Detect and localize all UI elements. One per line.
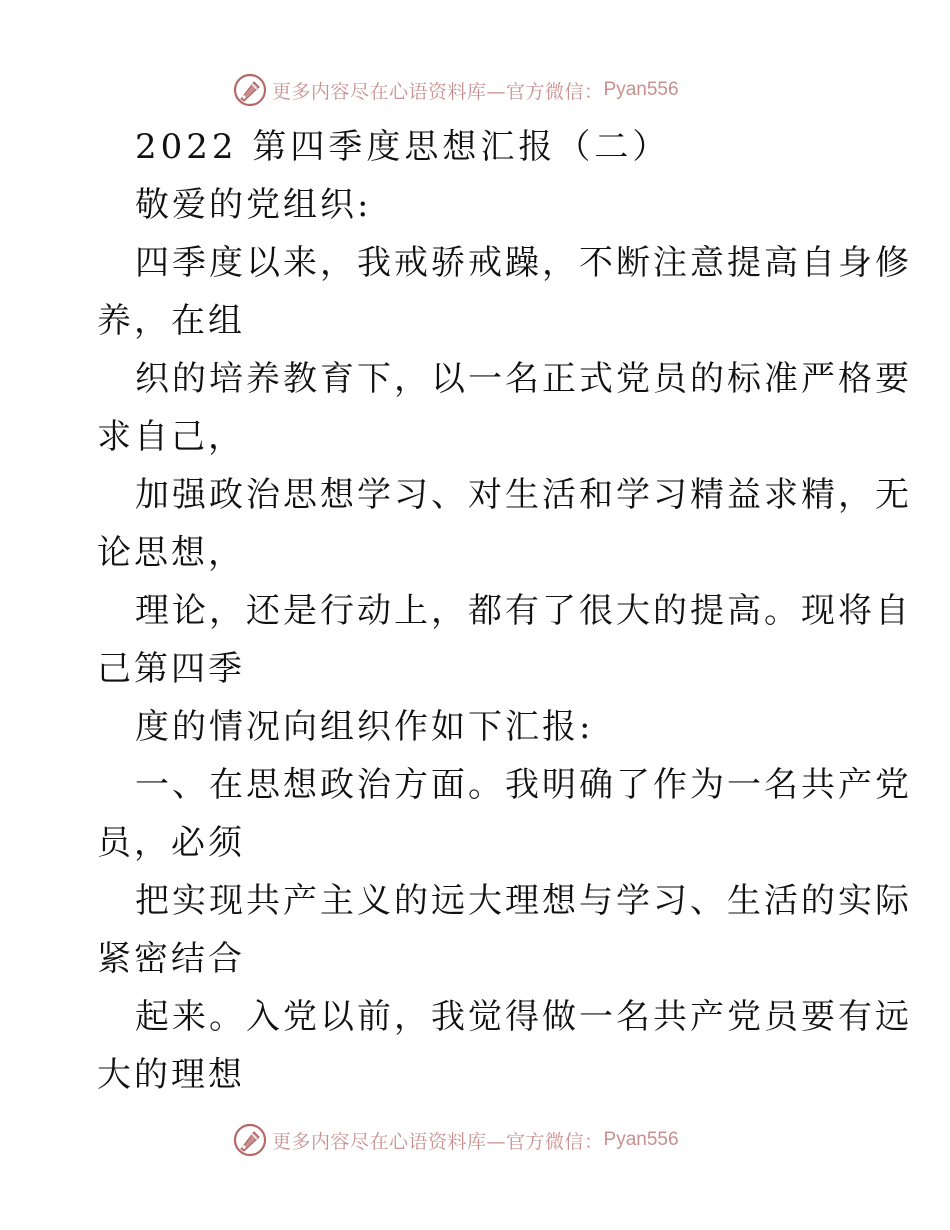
paragraph-line: 四季度以来，我戒骄戒躁，不断注意提高自身修 [135, 243, 912, 283]
paragraph-line: 养，在组 [97, 301, 245, 341]
paragraph-line: 把实现共产主义的远大理想与学习、生活的实际 [135, 881, 912, 921]
paragraph-line: 度的情况向组织作如下汇报: [135, 707, 594, 747]
paragraph-line: 己第四季 [97, 649, 245, 689]
footer-watermark [232, 1120, 712, 1160]
watermark-contact: Pyan556 [603, 79, 679, 100]
pen-nib-logo-icon [232, 72, 268, 108]
paragraph-line: 织的培养教育下，以一名正式党员的标准严格要 [135, 359, 912, 399]
paragraph-line: 理论，还是行动上，都有了很大的提高。现将自 [135, 591, 912, 631]
header-watermark [232, 70, 712, 110]
watermark-contact: Pyan556 [603, 1129, 679, 1150]
salutation: 敬爱的党组织: [135, 185, 372, 225]
paragraph-line: 求自己， [97, 417, 245, 457]
paragraph-line: 紧密结合 [97, 939, 245, 979]
paragraph-line: 加强政治思想学习、对生活和学习精益求精，无 [135, 475, 912, 515]
paragraph-line: 起来。入党以前，我觉得做一名共产党员要有远 [135, 997, 912, 1037]
watermark-text: 更多内容尽在心语资料库—官方微信： [272, 80, 604, 103]
document-title: 2022 第四季度思想汇报（二） [135, 127, 671, 167]
watermark-text: 更多内容尽在心语资料库—官方微信： [272, 1130, 604, 1153]
pen-nib-logo-icon [232, 1122, 268, 1158]
paragraph-line: 论思想， [97, 533, 245, 573]
paragraph-line: 员，必须 [97, 823, 245, 863]
paragraph-line: 一、在思想政治方面。我明确了作为一名共产党 [135, 765, 912, 805]
paragraph-line: 大的理想 [97, 1055, 245, 1095]
